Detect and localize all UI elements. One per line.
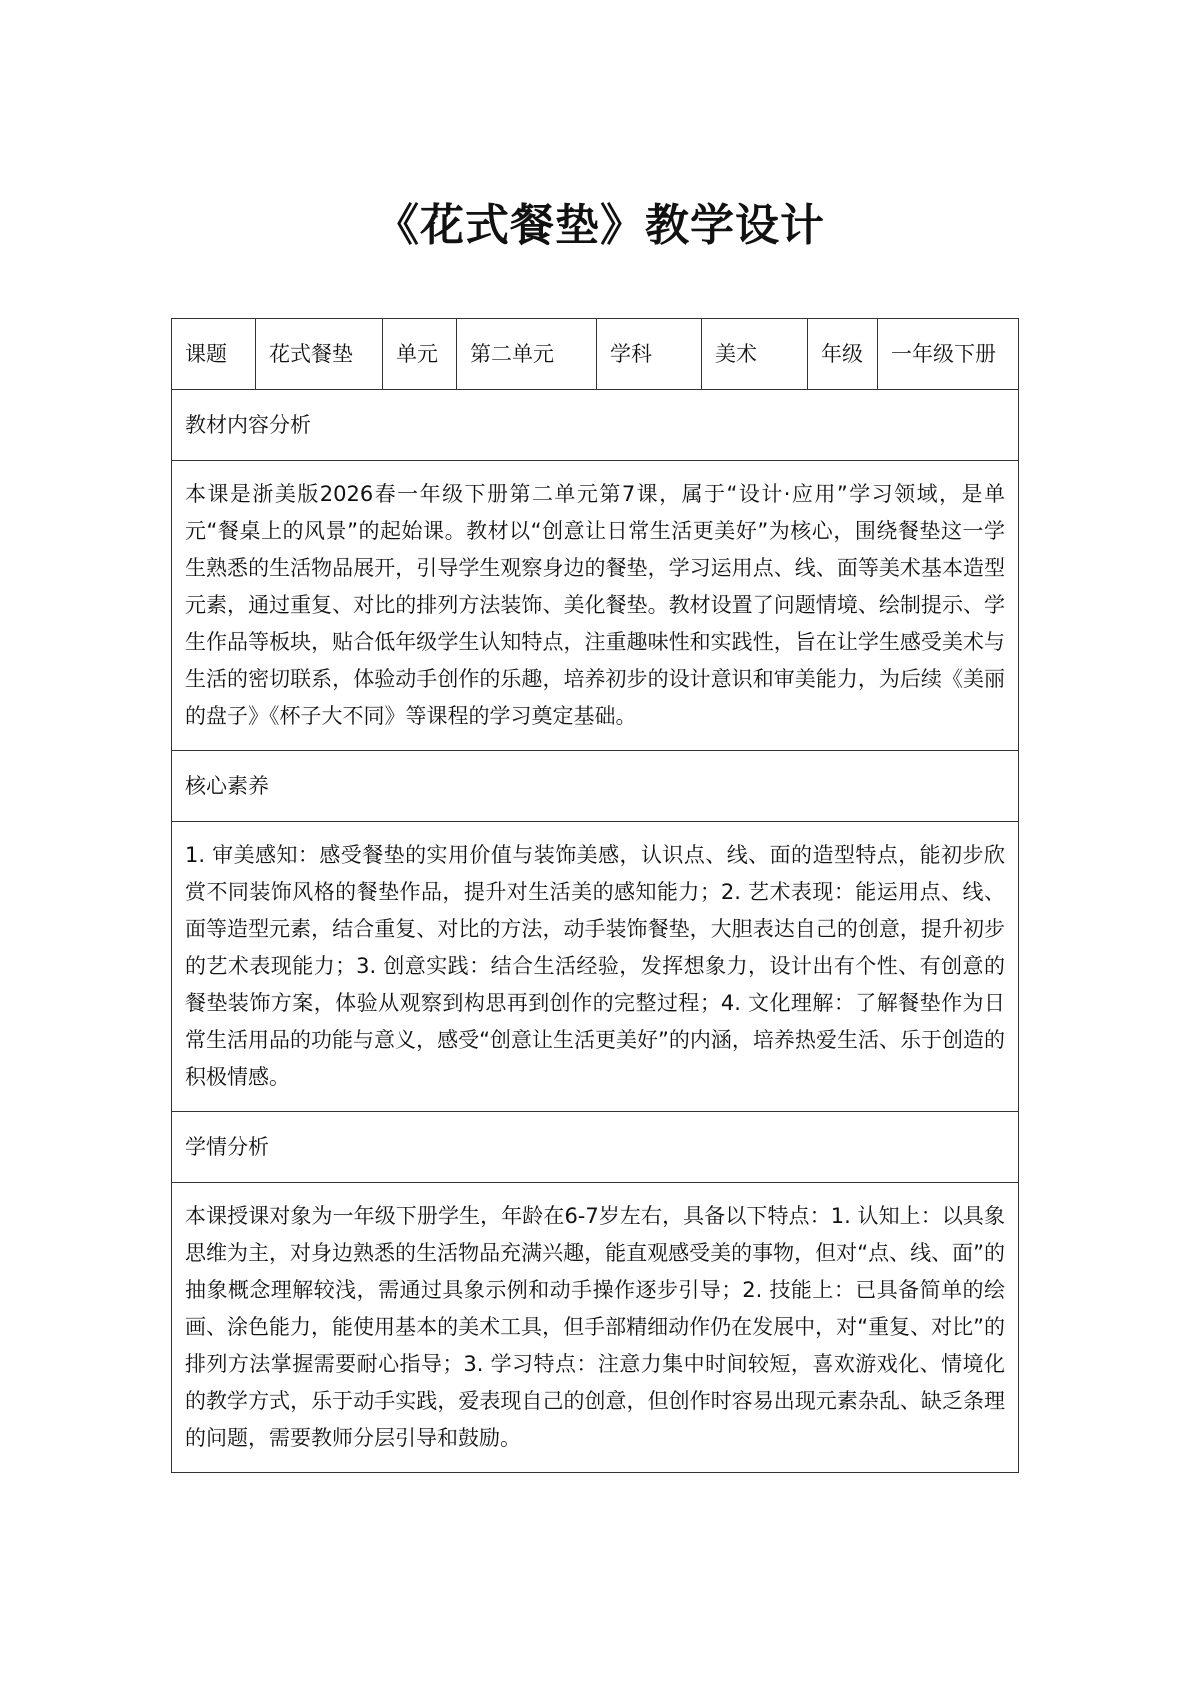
textbook-analysis-heading: 教材内容分析 bbox=[172, 390, 1019, 461]
section-body-row bbox=[172, 822, 1019, 1112]
student-analysis-heading: 学情分析 bbox=[172, 1112, 1019, 1183]
topic-label: 课题 bbox=[172, 319, 256, 390]
core-literacy-body: 1. 审美感知：感受餐垫的实用价值与装饰美感，认识点、线、面的造型特点，能初步欣赏不同装饰风格的餐垫作品，提升对生活美的感知能力；2. 艺术表现：能运用点、线、面等造型元素，结合重复、对比的方法，动手装饰餐垫，大胆表达自己的创意，提升初步的艺术表现能力；3. 创意实践：结合生活经验，发挥想象力，设计出有个性、有创意的餐垫装饰方案，体验从观察到构思再到创作的完整过程；4. 文化理解：了解餐垫作为日常生活用品的功能与意义，感受“创意让生活更美好”的内涵，培养热爱生活、乐于创造的积极情感。 bbox=[172, 822, 1019, 1112]
grade-value: 一年级下册 bbox=[878, 319, 1019, 390]
textbook-analysis-body: 本课是浙美版2026春一年级下册第二单元第7课，属于“设计·应用”学习领域，是单元“餐桌上的风景”的起始课。教材以“创意让日常生活更美好”为核心，围绕餐垫这一学生熟悉的生活物品展开，引导学生观察身边的餐垫，学习运用点、线、面等美术基本造型元素，通过重复、对比的排列方法装饰、美化餐垫。教材设置了问题情境、绘制提示、学生作品等板块，贴合低年级学生认知特点，注重趣味性和实践性，旨在让学生感受美术与生活的密切联系，体验动手创作的乐趣，培养初步的设计意识和审美能力，为后续《美丽的盘子》《杯子大不同》等课程的学习奠定基础。 bbox=[172, 461, 1019, 751]
student-analysis-body: 本课授课对象为一年级下册学生，年龄在6-7岁左右，具备以下特点：1. 认知上：以具象思维为主，对身边熟悉的生活物品充满兴趣，能直观感受美的事物，但对“点、线、面”的抽象概念理解较浅，需通过具象示例和动手操作逐步引导；2. 技能上：已具备简单的绘画、涂色能力，能使用基本的美术工具，但手部精细动作仍在发展中，对“重复、对比”的排列方法掌握需要耐心指导；3. 学习特点：注意力集中时间较短，喜欢游戏化、情境化的教学方式，乐于动手实践，爱表现自己的创意，但创作时容易出现元素杂乱、缺乏条理的问题，需要教师分层引导和鼓励。 bbox=[172, 1183, 1019, 1473]
lesson-plan-table bbox=[171, 318, 1019, 1473]
unit-value: 第二单元 bbox=[457, 319, 597, 390]
section-heading-row bbox=[172, 1112, 1019, 1183]
section-body-row bbox=[172, 461, 1019, 751]
subject-value: 美术 bbox=[702, 319, 808, 390]
grade-label: 年级 bbox=[808, 319, 878, 390]
lesson-info-row bbox=[172, 319, 1019, 390]
unit-label: 单元 bbox=[383, 319, 457, 390]
section-body-row bbox=[172, 1183, 1019, 1473]
section-heading-row bbox=[172, 751, 1019, 822]
core-literacy-heading: 核心素养 bbox=[172, 751, 1019, 822]
page-title: 《花式餐垫》教学设计 bbox=[375, 200, 825, 251]
subject-label: 学科 bbox=[597, 319, 702, 390]
section-heading-row bbox=[172, 390, 1019, 461]
topic-value: 花式餐垫 bbox=[256, 319, 383, 390]
